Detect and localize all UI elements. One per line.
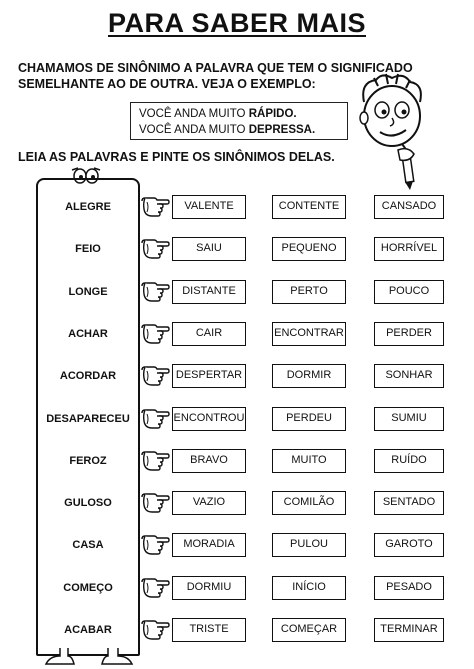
option-box-3[interactable]: SONHAR <box>374 364 444 388</box>
option-box-2[interactable]: DORMIR <box>272 364 346 388</box>
column-feet-icon <box>40 648 140 668</box>
synonym-row <box>0 575 474 601</box>
pointing-hand-icon <box>140 449 170 473</box>
option-box-3[interactable]: CANSADO <box>374 195 444 219</box>
option-box-2[interactable]: PEQUENO <box>272 237 346 261</box>
option-box-3[interactable]: SUMIU <box>374 407 444 431</box>
option-box-1[interactable]: VAZIO <box>172 491 246 515</box>
boy-with-pencil-icon <box>352 72 432 192</box>
target-word: ACHAR <box>68 327 108 340</box>
synonym-row <box>0 617 474 643</box>
pointing-hand-icon <box>140 533 170 557</box>
pointing-hand-icon <box>140 322 170 346</box>
synonym-row <box>0 321 474 347</box>
target-word: FEIO <box>75 243 101 256</box>
synonym-row <box>0 406 474 432</box>
option-box-2[interactable]: INÍCIO <box>272 576 346 600</box>
synonym-row <box>0 194 474 220</box>
synonym-row <box>0 236 474 262</box>
option-box-1[interactable]: DISTANTE <box>172 280 246 304</box>
example-line-2: VOCÊ ANDA MUITO DEPRESSA. <box>139 124 316 136</box>
target-word: FEROZ <box>69 454 107 467</box>
option-box-2[interactable]: PERTO <box>272 280 346 304</box>
option-box-2[interactable]: COMEÇAR <box>272 618 346 642</box>
option-box-1[interactable]: BRAVO <box>172 449 246 473</box>
option-box-1[interactable]: DORMIU <box>172 576 246 600</box>
pointing-hand-icon <box>140 618 170 642</box>
example-line-1: VOCÊ ANDA MUITO RÁPIDO. <box>139 108 297 120</box>
option-box-2[interactable]: CONTENTE <box>272 195 346 219</box>
option-box-1[interactable]: CAIR <box>172 322 246 346</box>
option-box-1[interactable]: VALENTE <box>172 195 246 219</box>
option-box-1[interactable]: TRISTE <box>172 618 246 642</box>
option-box-2[interactable]: COMILÃO <box>272 491 346 515</box>
option-box-2[interactable]: PULOU <box>272 533 346 557</box>
option-box-3[interactable]: GAROTO <box>374 533 444 557</box>
target-word: ACABAR <box>64 624 112 636</box>
synonym-row <box>0 279 474 305</box>
target-word: ACORDAR <box>59 370 117 383</box>
page-title: PARA SABER MAIS <box>107 8 366 38</box>
option-box-3[interactable]: PESADO <box>374 576 444 600</box>
option-box-3[interactable]: HORRÍVEL <box>374 237 444 261</box>
target-word: COMEÇO <box>63 581 113 594</box>
synonym-row <box>0 448 474 474</box>
option-box-3[interactable]: PERDER <box>374 322 444 346</box>
synonym-row <box>0 532 474 558</box>
option-box-3[interactable]: SENTADO <box>374 491 444 515</box>
option-box-2[interactable]: PERDEU <box>272 407 346 431</box>
option-box-3[interactable]: POUCO <box>374 280 444 304</box>
target-word: CASA <box>72 539 104 552</box>
option-box-3[interactable]: TERMINAR <box>374 618 444 642</box>
intro-line-1: CHAMAMOS DE SINÔNIMO A PALAVRA QUE TEM O SIGNIFICADO <box>18 61 413 75</box>
target-word: GULOSO <box>64 497 112 510</box>
option-box-3[interactable]: RUÍDO <box>374 449 444 473</box>
target-word: ALEGRE <box>65 201 111 213</box>
target-word: DESAPARECEU <box>46 412 130 425</box>
synonym-row <box>0 363 474 389</box>
pointing-hand-icon <box>140 237 170 261</box>
option-box-2[interactable]: MUITO <box>272 449 346 473</box>
option-box-1[interactable]: SAIU <box>172 237 246 261</box>
instruction-text: LEIA AS PALAVRAS E PINTE OS SINÔNIMOS DELAS. <box>18 150 335 164</box>
synonym-row <box>0 490 474 516</box>
pointing-hand-icon <box>140 407 170 431</box>
option-box-1[interactable]: MORADIA <box>172 533 246 557</box>
target-word: LONGE <box>68 285 108 298</box>
pointing-hand-icon <box>140 364 170 388</box>
pointing-hand-icon <box>140 195 170 219</box>
example-box <box>130 102 348 140</box>
option-box-2[interactable]: ENCONTRAR <box>272 322 346 346</box>
pointing-hand-icon <box>140 491 170 515</box>
pointing-hand-icon <box>140 280 170 304</box>
option-box-1[interactable]: DESPERTAR <box>172 364 246 388</box>
intro-line-2: SEMELHANTE AO DE OUTRA. VEJA O EXEMPLO: <box>18 77 316 91</box>
option-box-1[interactable]: ENCONTROU <box>172 407 246 431</box>
pointing-hand-icon <box>140 576 170 600</box>
